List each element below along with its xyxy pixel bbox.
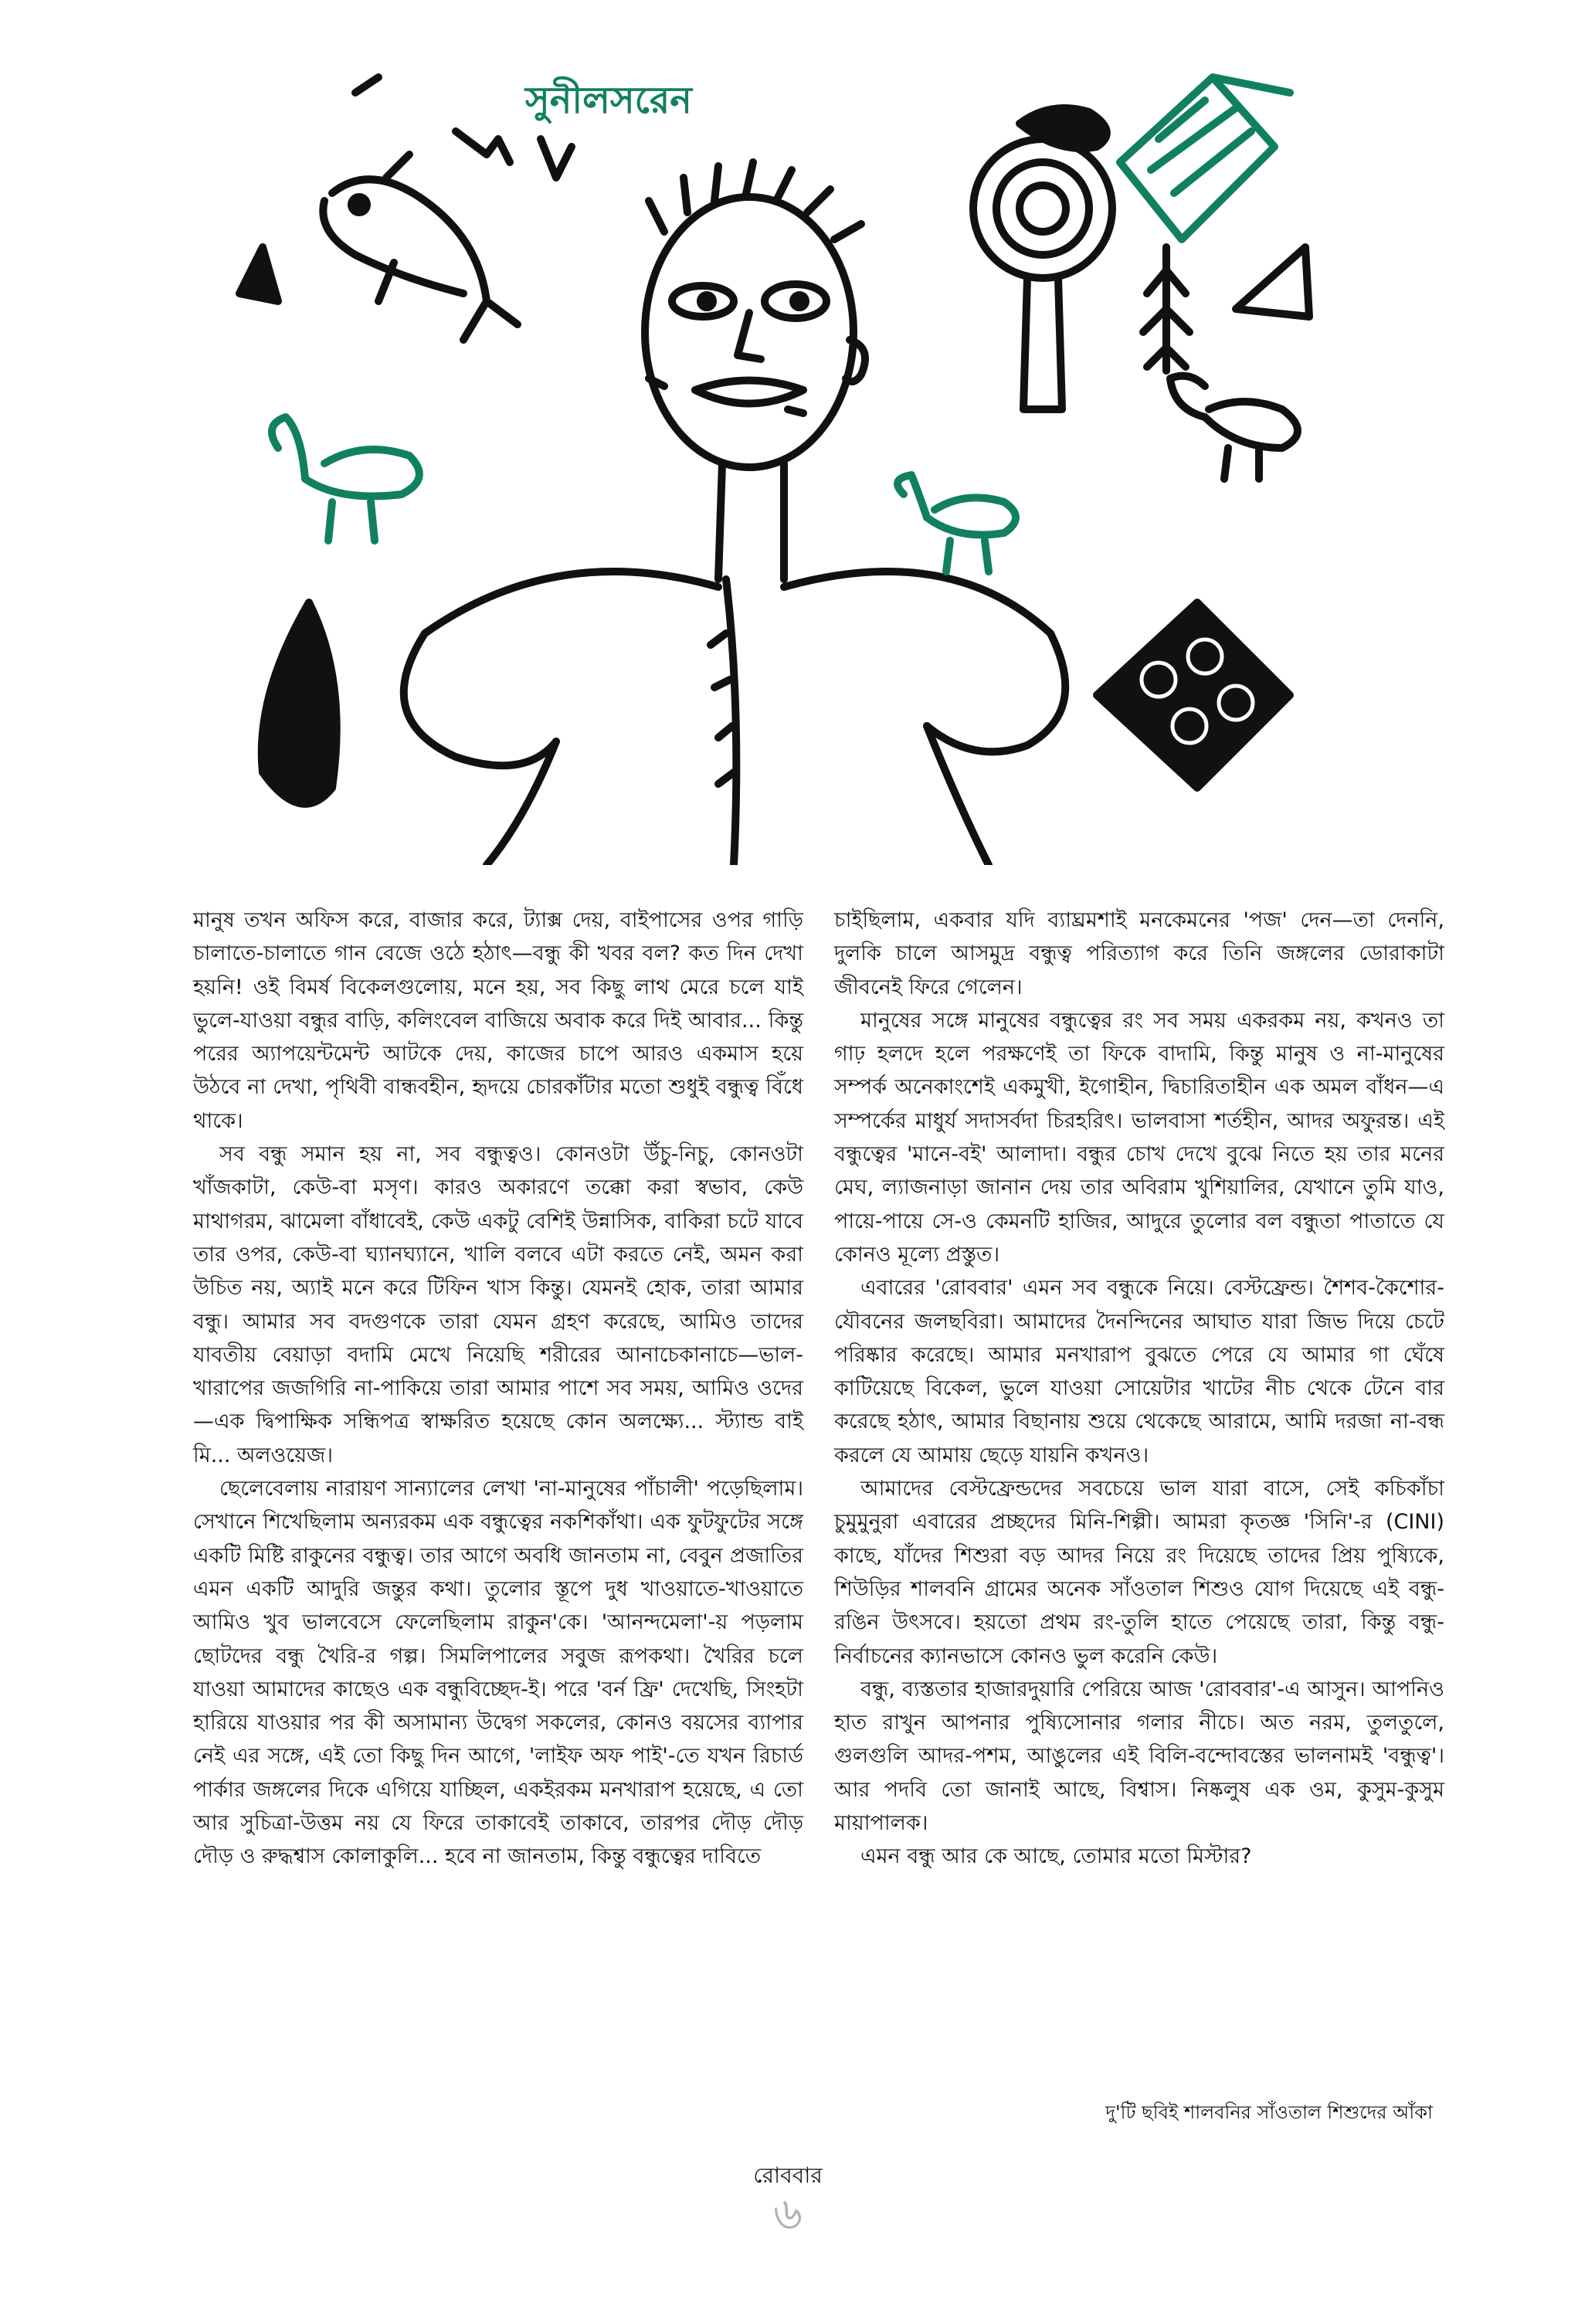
article-paragraph: মানুষ তখন অফিস করে, বাজার করে, ট্যাক্স দেয়, বাইপাসের ওপর গাড়ি চালাতে-চালাতে গান বেজে ওঠে হঠাৎ—বন্ধু কী খবর বল? কত দিন দেখা হয়নি! ওই বিমর্ষ বিকেলগুলোয়, মনে হয়, সব কিছু লাথ মেরে চলে যাই ভুলে-যাওয়া বন্ধুর বাড়ি, কলিংবেল বাজিয়ে অবাক করে দিই আবার... কিন্তু পরের অ্যাপয়েন্টমেন্ট আটকে দেয়, কাজের চাপে আরও একমাস হয়ে উঠবে না দেখা, পৃথিবী বান্ধবহীন, হৃদয়ে চোরকাঁটার মতো শুধুই বন্ধুত্ব বিঁধে থাকে। [193,908,803,1133]
illustration-caption: দু'টি ছবিই শালবনির সাঁওতাল শিশুদের আঁকা [1105,2102,1433,2123]
person-mouth [695,381,803,404]
artist-signature: সুনীলসরেন [525,79,692,122]
patterned-diamond-drawing [1097,602,1290,788]
article-paragraph: আমাদের বেস্টফ্রেন্ডদের সবচেয়ে ভাল যারা বাসে, সেই কচিকাঁচা চুমুমুনুরা এবারের প্রচ্ছদের মিনি-শিল্পী। আমরা কৃতজ্ঞ 'সিনি'-র (CINI) কাছে, যাঁদের শিশুরা বড় আদর নিয়ে রং দিয়েছে তাদের প্রিয় পুষ্যিকে, শিউড়ির শালবনি গ্রামের অনেক সাঁওতাল শিশুও যোগ দিয়েছে এই বন্ধু-রঙিন উৎসবে। হয়তো প্রথম রং-তুলি হাতে পেয়েছে তারা, কিন্তু বন্ধু-নির্বাচনের ক্যানভাসে কোনও ভুল করেনি কেউ। [834,1477,1444,1668]
pine-tree-drawing [1143,247,1189,371]
article-paragraph: এবারের 'রোববার' এমন সব বন্ধুকে নিয়ে। বেস্টফ্রেন্ড। শৈশব-কৈশোর-যৌবনের জলছবিরা। আমাদের দৈনন্দিনের আঘাত যারা জিভ দিয়ে চেটে পরিষ্কার করেছে। আমার মনখারাপ বুঝতে পেরে যে আমার গা ঘেঁষে কাটিয়েছে বিকেল, ভুলে যাওয়া সোয়েটার খাটের নীচ থেকে টেনে বার করেছে হঠাৎ, আমার বিছানায় শুয়ে থেকেছে আরামে, আমি দরজা না-বন্ধ করলে যে আমায় ছেড়ে যায়নি কখনও। [834,1276,1444,1467]
article-paragraph: সব বন্ধু সমান হয় না, সব বন্ধুত্বও। কোনওটা উঁচু-নিচু, কোনওটা খাঁজকাটা, কেউ-বা মসৃণ। কারও অকারণে তক্কো করা স্বভাব, কেউ মাথাগরম, ঝামেলা বাঁধাবেই, কেউ একটু বেশিই উন্নাসিক, বাকিরা চটে যাবে তার ওপর, কেউ-বা ঘ্যানঘ্যানে, খালি বলবে এটা করতে নেই, অমন করা উচিত নয়, অ্যাই মনে করে টিফিন খাস কিন্তু। যেমনই হোক, তারা আমার বন্ধু। আমার সব বদগুণকে তারা যেমন গ্রহণ করেছে, আমিও তাদের যাবতীয় বেয়াড়া বদামি মেখে নিয়েছি শরীরের আনাচেকানাচে—ভাল-খারাপের জজগিরি না-পাকিয়ে তারা আমার পাশে সব সময়, আমিও ওদের—এক দ্বিপাক্ষিক সন্ধিপত্র স্বাক্ষরিত হয়েছে কোন অলক্ষ্যে... স্ট্যান্ড বাই মি... অলওয়েজ। [193,1142,803,1467]
article-column-right [834,904,1444,1874]
person-nose [738,313,761,359]
fish-drawing [323,154,518,340]
article-paragraph: এমন বন্ধু আর কে আছে, তোমার মতো মিস্টার? [860,1844,1252,1869]
article-paragraph: বন্ধু, ব্যস্ততার হাজারদুয়ারি পেরিয়ে আজ 'রোববার'-এ আসুন। আপনিও হাত রাখুন আপনার পুষ্যিসোনার গলার নীচে। অত নরম, তুলতুলে, গুলগুলি আদর-পশম, আঙুলের এই বিলি-বন্দোবস্তের ভালনামই 'বন্ধুত্ব'। আর পদবি তো জানাই আছে, বিশ্বাস। নিষ্কলুষ এক ওম, কুসুম-কুসুম মায়াপালক। [834,1677,1444,1836]
green-duck-left-drawing [272,417,419,541]
page-number: ৬ [773,2187,803,2240]
fish-bottom-drawing [262,602,337,804]
person-neck [718,463,784,579]
triangle-right-drawing [1236,247,1309,317]
magazine-name: রোববার [753,2163,823,2188]
duck-right-drawing [1170,376,1298,479]
person-body [487,579,989,865]
person-head [645,197,853,467]
article-column-left [193,904,803,1874]
triangle-left-drawing [239,247,278,301]
article-paragraph: ছেলেবেলায় নারায়ণ সান্যালের লেখা 'না-মানুষের পাঁচালী' পড়েছিলাম। সেখানে শিখেছিলাম অন্যরকম এক বন্ধুত্বের নকশিকাঁথা। এক ফুটফুটের সঙ্গে একটি মিষ্টি রাকুনের বন্ধুত্ব। তার আগে অবধি জানতাম না, বেবুন প্রজাতির এমন একটি আদুরি জন্তুর কথা। তুলোর স্তূপে দুধ খাওয়াতে-খাওয়াতে আমিও খুব ভালবেসে ফেলেছিলাম রাকুন'কে। 'আনন্দমেলা'-য় পড়লাম ছোটদের বন্ধু খৈরি-র গল্প। সিমলিপালের সবুজ রূপকথা। খৈরির চলে যাওয়া আমাদের কাছেও এক বন্ধুবিচ্ছেদ-ই। পরে 'বর্ন ফ্রি' দেখেছি, সিংহটা হারিয়ে যাওয়ার পর কী অসামান্য উদ্বেগ সকলের, কোনও বয়সের ব্যাপার নেই এর সঙ্গে, এই তো কিছু দিন আগে, 'লাইফ অফ পাই'-তে যখন রিচার্ড পার্কার জঙ্গলের দিকে এগিয়ে যাচ্ছিল, একইরকম মনখারাপ হয়েছে, এ তো আর সুচিত্রা-উত্তম নয় যে ফিরে তাকাবেই তাকাবে, তারপর দৌড় দৌড় দৌড় ও রুদ্ধশ্বাস কোলাকুলি... হবে না জানতাম, কিন্তু বন্ধুত্বের দাবিতে [193,1477,803,1869]
article-paragraph: মানুষের সঙ্গে মানুষের বন্ধুত্বের রং সব সময় একরকম নয়, কখনও তা গাঢ় হলদে হলে পরক্ষণেই তা ফিকে বাদামি, কিন্তু মানুষ ও না-মানুষের সম্পর্ক অনেকাংশেই একমুখী, ইগোহীন, দ্বিচারিতাহীন এক অমল বাঁধন—এ সম্পর্কের মাধুর্য সদাসর্বদা চিরহরিৎ। ভালবাসা শর্তহীন, আদর অফুরন্ত। এই বন্ধুত্বের 'মানে-বই' আলাদা। বন্ধুর চোখ দেখে বুঝে নিতে হয় তার মনের মেঘ, ল্যাজনাড়া জানান দেয় তার অবিরাম খুশিয়ালির, যেখানে তুমি যাও, পায়ে-পায়ে সে-ও কেমনটি হাজির, আদুরে তুলোর বল বন্ধুতা পাতাতে যে কোনও মূল্যে প্রস্তুত। [834,1008,1444,1267]
green-duck-right-drawing [898,475,1016,572]
cover-illustration [232,46,1367,865]
article-paragraph: চাইছিলাম, একবার যদি ব্যাঘ্রমশাই মনকেমনের 'পজ' দেন—তা দেননি, দুলকি চালে আসমুদ্র বন্ধুত্ব পরিত্যাগ করে তিনি জঙ্গলের ডোরাকাটা জীবনেই ফিরে গেলেন। [834,908,1444,999]
bird-drawing [456,131,572,178]
green-diamond-drawing [1120,77,1274,239]
tree-trunk-drawing [1023,278,1062,409]
